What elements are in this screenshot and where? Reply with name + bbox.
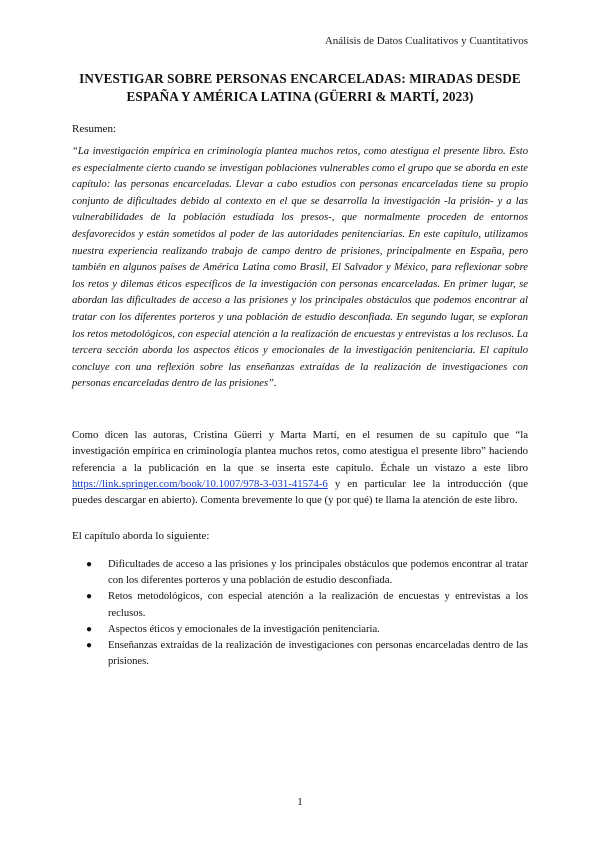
list-item-text: Aspectos éticos y emocionales de la investigación penitenciaria. (108, 623, 380, 635)
bullet-icon: ● (86, 591, 93, 603)
document-title: INVESTIGAR SOBRE PERSONAS ENCARCELADAS: MIRADAS DESDE ESPAÑA Y AMÉRICA LATINA (GÜERRI & MARTÍ, 2023) (79, 71, 521, 104)
list-item-text: Retos metodológicos, con especial atención a la realización de encuestas y entrevistas a los reclusos. (108, 591, 528, 619)
abstract-quote: “La investigación empírica en criminología plantea muchos retos, como atestigua el presente libro. Esto es especialmente cierto cuando se investigan poblaciones vulnerables como el grupo que se aborda en este capítulo: las personas encarceladas. Llevar a cabo estudios con personas encarceladas tiene su propio conjunto de dificultades debido al contexto en el que se desarrolla la investigación -la prisión- y a las vulnerabilidades de la población estudiada los presos-, que normalmente proceden de entornos desfavorecidos y están sometidos al poder de las autoridades penitenciarias. En este capítulo, utilizamos nuestra experiencia realizando trabajo de campo dentro de prisiones, principalmente en España, pero también en algunos países de América Latina como Brasil, El Salvador y México, para reflexionar sobre los retos y dilemas éticos específicos de la investigación con personas encarceladas. En primer lugar, se abordan las dificultades de acceso a las prisiones y los principales obstáculos que podemos encontrar al tratar con los diferentes porteros y una población de estudio desconfiada. En segundo lugar, se exploran los retos metodológicos, con especial atención a la realización de encuestas y entrevistas a los reclusos. La tercera sección aborda los aspectos éticos y emocionales de la investigación penitenciaria. El capítulo concluye con una reflexión sobre las enseñanzas extraídas de la realización de investigaciones con personas encarceladas dentro de las prisiones”. (72, 146, 528, 390)
list-item-text: Enseñanzas extraídas de la realización de investigaciones con personas encarceladas dentro de las prisiones. (108, 640, 528, 668)
running-header: Análisis de Datos Cualitativos y Cuantitativos (324, 35, 528, 47)
body-paragraph (72, 427, 528, 508)
book-link[interactable]: https://link.springer.com/book/10.1007/978-3-031-41574-6 (72, 477, 328, 490)
body-text-before-link: Como dicen las autoras, Cristina Güerri y Marta Martí, en el resumen de su capítulo que “la investigación empírica en criminología plantea muchos retos, como atestigua el presente libro” haciendo referencia a la publicación en la que se inserta este capítulo. Échale un vistazo a este libro (72, 429, 528, 474)
summary-label: Resumen: (72, 123, 116, 135)
list-item (72, 638, 528, 670)
bullet-icon: ● (86, 623, 93, 635)
list-item (72, 622, 528, 638)
chapter-topics-list (72, 557, 528, 670)
page-number: 1 (297, 796, 303, 808)
list-item (72, 589, 528, 621)
list-intro: El capítulo aborda lo siguiente: (72, 530, 210, 542)
body-text-after-link: y en particular lee la introducción (que puedes descargar en abierto). Comenta brevemente lo que (y por qué) te llama la atención de este libro. (72, 477, 528, 507)
bullet-icon: ● (86, 640, 93, 652)
bullet-icon: ● (86, 559, 93, 570)
list-item-text: Dificultades de acceso a las prisiones y los principales obstáculos que podemos encontrar al tratar con los diferentes porteros y una población de estudio desconfiada. (108, 559, 528, 587)
list-item (72, 557, 528, 589)
